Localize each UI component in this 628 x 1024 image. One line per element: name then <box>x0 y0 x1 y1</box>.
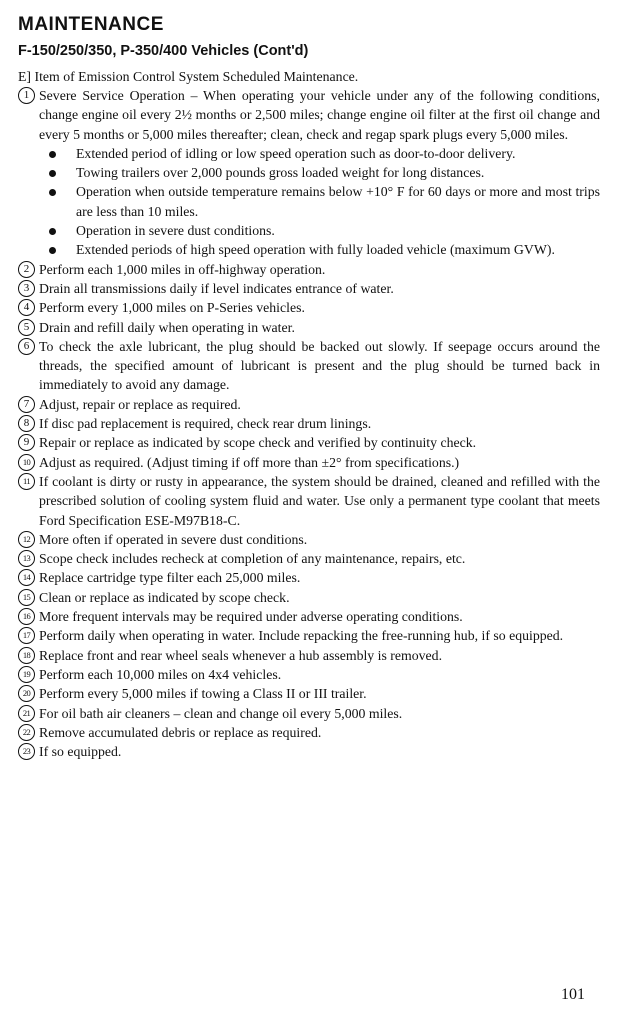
circled-number: 16 <box>18 608 35 625</box>
footnote-text: Scope check includes recheck at completion of any maintenance, repairs, etc. <box>39 551 466 567</box>
condition-text: Extended period of idling or low speed operation such as door-to-door delivery. <box>76 145 516 161</box>
footnote-text: Replace front and rear wheel seals whenever a hub assembly is removed. <box>39 647 443 663</box>
footnote-item <box>18 433 600 452</box>
condition-text: Towing trailers over 2,000 pounds gross loaded weight for long distances. <box>76 165 485 181</box>
footnote-text: Drain and refill daily when operating in water. <box>39 319 295 335</box>
footnote-text: Severe Service Operation – When operating your vehicle under any of the following conditions, change engine oil every 2½ months or 2,500 miles; change engine oil filter at the first oil change and every 5 months or 5,000 miles thereafter; clean, check and regap spark plugs every 5,000 miles. <box>39 88 600 142</box>
footnote-item <box>18 414 600 433</box>
footnote-item <box>18 665 600 684</box>
footnote-text: Perform each 10,000 miles on 4x4 vehicles. <box>39 666 282 682</box>
footnote-item <box>18 453 600 472</box>
footnote-text: To check the axle lubricant, the plug should be backed out slowly. If seepage occurs around the threads, the specified amount of lubricant is present and the plug should be turned back in immediately to avoid any damage. <box>39 338 600 393</box>
circled-number: 4 <box>18 299 35 316</box>
footnote-item <box>18 723 600 742</box>
footnote-text: Perform each 1,000 miles in off-highway operation. <box>39 261 326 277</box>
circled-number: 14 <box>18 569 35 586</box>
footnote-item <box>18 607 600 626</box>
circled-number: 5 <box>18 319 35 336</box>
circled-number: 3 <box>18 280 35 297</box>
footnote-text: Remove accumulated debris or replace as required. <box>39 724 322 740</box>
bullet-icon <box>49 189 56 196</box>
footnote-text: Repair or replace as indicated by scope check and verified by continuity check. <box>39 435 477 451</box>
condition-item <box>39 240 600 259</box>
footnote-item <box>18 568 600 587</box>
footnote-text: More frequent intervals may be required under adverse operating conditions. <box>39 609 463 625</box>
circled-number: 15 <box>18 589 35 606</box>
footnote-item <box>18 318 600 337</box>
footnote-text: For oil bath air cleaners – clean and change oil every 5,000 miles. <box>39 705 403 721</box>
circled-number: 18 <box>18 647 35 664</box>
condition-item <box>39 163 600 182</box>
footnote-text: Adjust as required. (Adjust timing if off more than ±2° from specifications.) <box>39 454 460 470</box>
footnote-item <box>18 704 600 723</box>
footnote-item <box>18 588 600 607</box>
circled-number: 17 <box>18 627 35 644</box>
footnote-item <box>18 260 600 279</box>
circled-number: 10 <box>18 454 35 471</box>
circled-number: 6 <box>18 338 35 355</box>
footnote-text: Perform daily when operating in water. Include repacking the free-running hub, if so equipped. <box>39 628 564 644</box>
footnote-item <box>18 337 600 395</box>
condition-text: Extended periods of high speed operation with fully loaded vehicle (maximum GVW). <box>76 242 555 258</box>
footnote-item <box>18 742 600 761</box>
footnote-text: Perform every 1,000 miles on P-Series vehicles. <box>39 300 305 316</box>
footnote-item <box>18 279 600 298</box>
circled-number: 12 <box>18 531 35 548</box>
page-title: MAINTENANCE <box>18 14 164 35</box>
footnote-text: If disc pad replacement is required, check rear drum linings. <box>39 416 372 432</box>
circled-number: 8 <box>18 415 35 432</box>
page-number: 101 <box>561 986 585 1003</box>
footnote-item <box>18 395 600 414</box>
circled-number: 19 <box>18 666 35 683</box>
circled-number: 22 <box>18 724 35 741</box>
circled-number: 2 <box>18 261 35 278</box>
footnote-text: If coolant is dirty or rusty in appearance, the system should be drained, cleaned and refilled with the prescribed solution of cooling system fluid and water. Use only a permanent type coolant that meets Ford Specification ESE-M97B18-C. <box>39 473 600 528</box>
condition-item <box>39 144 600 163</box>
condition-item <box>39 182 600 221</box>
circled-number: 1 <box>18 87 35 104</box>
circled-number: 20 <box>18 685 35 702</box>
footnote-item <box>18 646 600 665</box>
circled-number: 21 <box>18 705 35 722</box>
footnote-item <box>18 626 600 645</box>
footnote-item <box>18 298 600 317</box>
footnote-text: Perform every 5,000 miles if towing a Class II or III trailer. <box>39 686 367 702</box>
footnote-item <box>18 530 600 549</box>
condition-text: Operation when outside temperature remains below +10° F for 60 days or more and most trips are less than 10 miles. <box>76 184 600 219</box>
page-subtitle: F-150/250/350, P-350/400 Vehicles (Cont'd) <box>18 43 309 59</box>
circled-number: 9 <box>18 434 35 451</box>
footnote-item <box>18 472 600 530</box>
circled-number: 23 <box>18 743 35 760</box>
circled-number: 11 <box>18 473 35 490</box>
circled-number: 13 <box>18 550 35 567</box>
footnote-item <box>18 86 600 260</box>
footnote-list <box>18 86 600 761</box>
footnote-item <box>18 684 600 703</box>
condition-text: Operation in severe dust conditions. <box>76 223 275 239</box>
bullet-icon <box>49 228 56 235</box>
footnote-text: Clean or replace as indicated by scope check. <box>39 589 290 605</box>
condition-item <box>39 221 600 240</box>
bullet-icon <box>49 247 56 254</box>
footnote-text: More often if operated in severe dust conditions. <box>39 531 308 547</box>
circled-number: 7 <box>18 396 35 413</box>
intro-line: E] Item of Emission Control System Scheduled Maintenance. <box>18 69 359 84</box>
bullet-icon <box>49 170 56 177</box>
footnote-text: Drain all transmissions daily if level indicates entrance of water. <box>39 280 394 296</box>
footnote-text: Adjust, repair or replace as required. <box>39 396 241 412</box>
footnote-text: If so equipped. <box>39 744 122 760</box>
footnote-text: Replace cartridge type filter each 25,000 miles. <box>39 570 301 586</box>
footnote-item <box>18 549 600 568</box>
bullet-icon <box>49 151 56 158</box>
condition-list <box>39 144 600 260</box>
